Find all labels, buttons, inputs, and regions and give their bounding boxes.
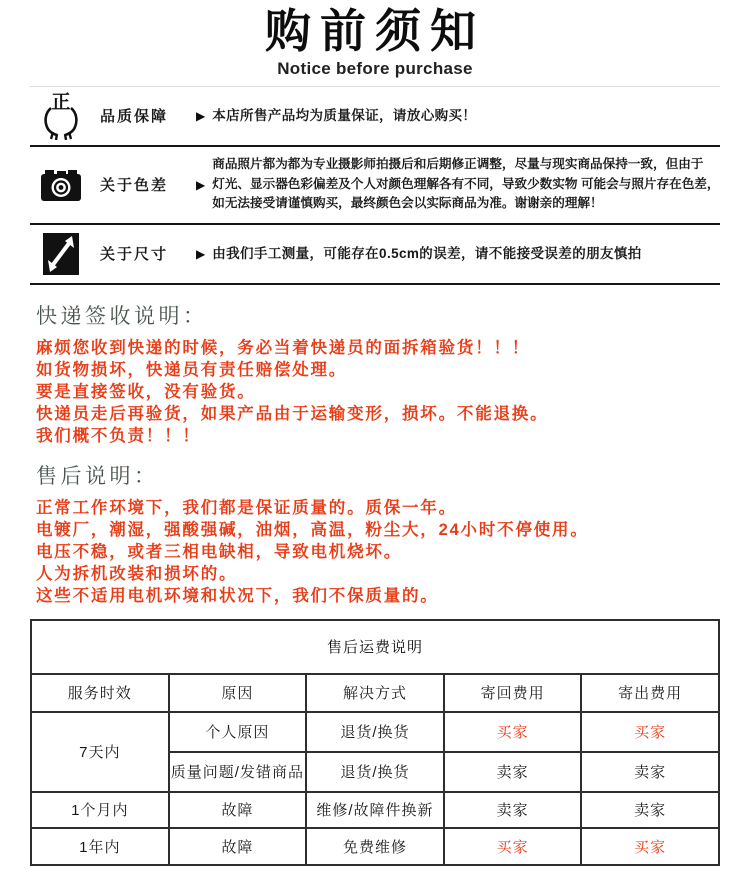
section-delivery-sign [36,300,730,447]
notice-row-size [30,225,720,285]
notice-text-color [212,155,719,214]
cell-solution: 退货/换货 [306,712,444,752]
cell-send-fee: 买家 [581,712,719,752]
triangle-bullet-icon: ▶ [196,108,206,123]
cell-period-7days: 7天内 [31,712,169,792]
quality-char: 正 [51,91,71,113]
col-header-return-fee: 寄回费用 [444,674,582,712]
triangle-bullet-icon: ▶ [196,246,206,261]
notice-row-color [30,147,720,225]
delivery-line-1: 麻烦您收到快递的时候，务必当着快递员的面拆箱验货！！！ [36,338,531,357]
notice-text-quality: 本店所售产品均为质量保证，请放心购买！ [212,108,477,124]
after-sales-line-1: 正常工作环境下，我们都是保证质量的。质保一年。 [36,498,457,517]
color-notice-line-3: 如无法接受请谨慎购买，最终颜色会以实际商品为准。谢谢亲的理解！ [212,196,603,211]
cell-send-fee: 卖家 [581,752,719,792]
notice-text-size: 由我们手工测量，可能存在0.5cm的误差，请不能接受误差的朋友慎拍 [212,246,642,262]
cell-reason: 故障 [169,792,307,828]
section-heading-delivery: 快递签收说明： [36,304,208,328]
section-after-sales [36,460,730,607]
cell-solution: 免费维修 [306,828,444,865]
delivery-line-4: 快递员走后再验货，如果产品由于运输变形，损坏。不能退换。 [36,404,549,423]
notice-list [30,86,720,285]
col-header-send-fee: 寄出费用 [581,674,719,712]
cell-return-fee: 卖家 [444,752,582,792]
cell-return-fee: 卖家 [444,792,582,828]
cell-period-1year: 1年内 [31,828,169,865]
fee-table-header-row [31,674,719,712]
after-sales-line-3: 电压不稳，或者三相电缺相，导致电机烧坏。 [36,542,402,561]
table-row [31,792,719,828]
cell-send-fee: 卖家 [581,792,719,828]
after-sales-fee-table [30,619,720,866]
notice-label-quality: 品质保障 [100,108,169,126]
cell-reason: 质量问题/发错商品 [169,752,307,792]
notice-row-quality [30,87,720,147]
after-sales-line-4: 人为拆机改装和损坏的。 [36,564,238,583]
notice-label-size: 关于尺寸 [100,246,169,264]
size-measure-icon [36,231,86,277]
camera-icon [36,165,86,205]
notice-label-color: 关于色差 [100,177,169,195]
cell-send-fee: 买家 [581,828,719,865]
table-row [31,828,719,865]
color-notice-line-1: 商品照片都为都为专业摄影师拍摄后和后期修正调整，尽量与现实商品保持一致，但由于 [212,157,704,172]
col-header-solution: 解决方式 [306,674,444,712]
delivery-line-5: 我们概不负责！！！ [36,426,201,445]
after-sales-line-5: 这些不适用电机环境和状况下，我们不保质量的。 [36,586,439,605]
cell-period-1month: 1个月内 [31,792,169,828]
cell-return-fee: 买家 [444,712,582,752]
page-title: 购前须知 [265,5,485,57]
fee-table-title: 售后运费说明 [31,620,719,674]
cell-return-fee: 买家 [444,828,582,865]
page-header [0,0,750,79]
col-header-service-time: 服务时效 [31,674,169,712]
after-sales-line-2: 电镀厂，潮湿，强酸强碱，油烟，高温，粉尘大，24小时不停使用。 [36,520,589,539]
table-row [31,712,719,752]
quality-guarantee-hands-icon [36,92,86,140]
cell-solution: 维修/故障件换新 [306,792,444,828]
cell-solution: 退货/换货 [306,752,444,792]
col-header-reason: 原因 [169,674,307,712]
triangle-bullet-icon: ▶ [196,177,206,192]
delivery-line-2: 如货物损坏，快递员有责任赔偿处理。 [36,360,348,379]
page-subtitle: Notice before purchase [277,58,473,78]
cell-reason: 个人原因 [169,712,307,752]
delivery-line-3: 要是直接签收，没有验货。 [36,382,256,401]
section-heading-after-sales: 售后说明： [36,464,159,488]
color-notice-line-2: 灯光、显示器色彩偏差及个人对颜色理解各有不同，导致少数实物 可能会与照片存在色差， [212,176,720,191]
cell-reason: 故障 [169,828,307,865]
